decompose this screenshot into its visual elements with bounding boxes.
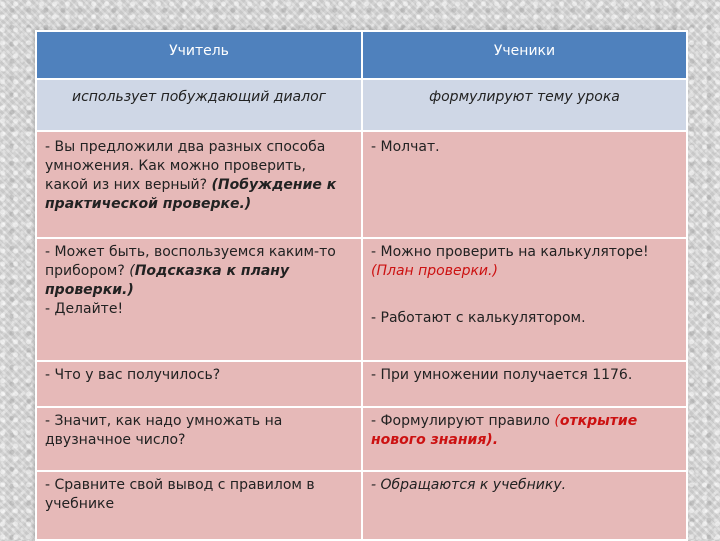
student-text: - Можно проверить на калькуляторе!: [371, 244, 649, 260]
header-students: Ученики: [362, 31, 687, 79]
table-row: [36, 238, 687, 361]
teacher-cell: [36, 471, 362, 540]
subheader-row: [36, 79, 687, 131]
student-note: открытие нового знания).: [371, 413, 638, 448]
teacher-text: - Сравните свой вывод с правилом в учебнике: [45, 477, 315, 512]
subheader-students: формулируют тему урока: [362, 79, 687, 131]
student-text: - Обращаются к учебнику.: [371, 477, 567, 493]
student-cell: [362, 131, 687, 238]
teacher-cell: [36, 361, 362, 407]
header-teacher: Учитель: [36, 31, 362, 79]
student-text: - При умножении получается 1176.: [371, 367, 633, 383]
student-note: (План проверки.): [371, 263, 498, 279]
student-cell: [362, 361, 687, 407]
student-text: - Формулируют правило: [371, 413, 555, 429]
teacher-text: - Значит, как надо умножать на двузначное число?: [45, 413, 283, 448]
table-row: [36, 131, 687, 238]
subheader-teacher: использует побуждающий диалог: [36, 79, 362, 131]
student-cell: [362, 238, 687, 361]
teacher-note: (Побуждение к практической проверке.): [45, 177, 337, 212]
teacher-cell: [36, 407, 362, 471]
student-note-open: (: [554, 413, 560, 429]
student-text: - Молчат.: [371, 139, 440, 155]
teacher-cell: [36, 238, 362, 361]
teacher-note-open: (: [129, 263, 135, 279]
table-row: [36, 407, 687, 471]
teacher-cell: [36, 131, 362, 238]
teacher-text: - Что у вас получилось?: [45, 367, 221, 383]
header-row: [36, 31, 687, 79]
teacher-text: - Может быть, воспользуемся каким-то прибором?: [45, 244, 336, 279]
teacher-note: Подсказка к плану проверки.): [45, 263, 290, 298]
dialog-table: [35, 30, 686, 541]
student-cell: [362, 471, 687, 540]
teacher-text-2: - Делайте!: [45, 301, 124, 317]
table-row: [36, 471, 687, 540]
teacher-students-table: [35, 30, 688, 541]
student-text-2: - Работают с калькулятором.: [371, 310, 586, 326]
table-row: [36, 361, 687, 407]
teacher-text: - Вы предложили два разных способа умножения. Как можно проверить, какой из них верный?: [45, 139, 326, 193]
student-cell: [362, 407, 687, 471]
